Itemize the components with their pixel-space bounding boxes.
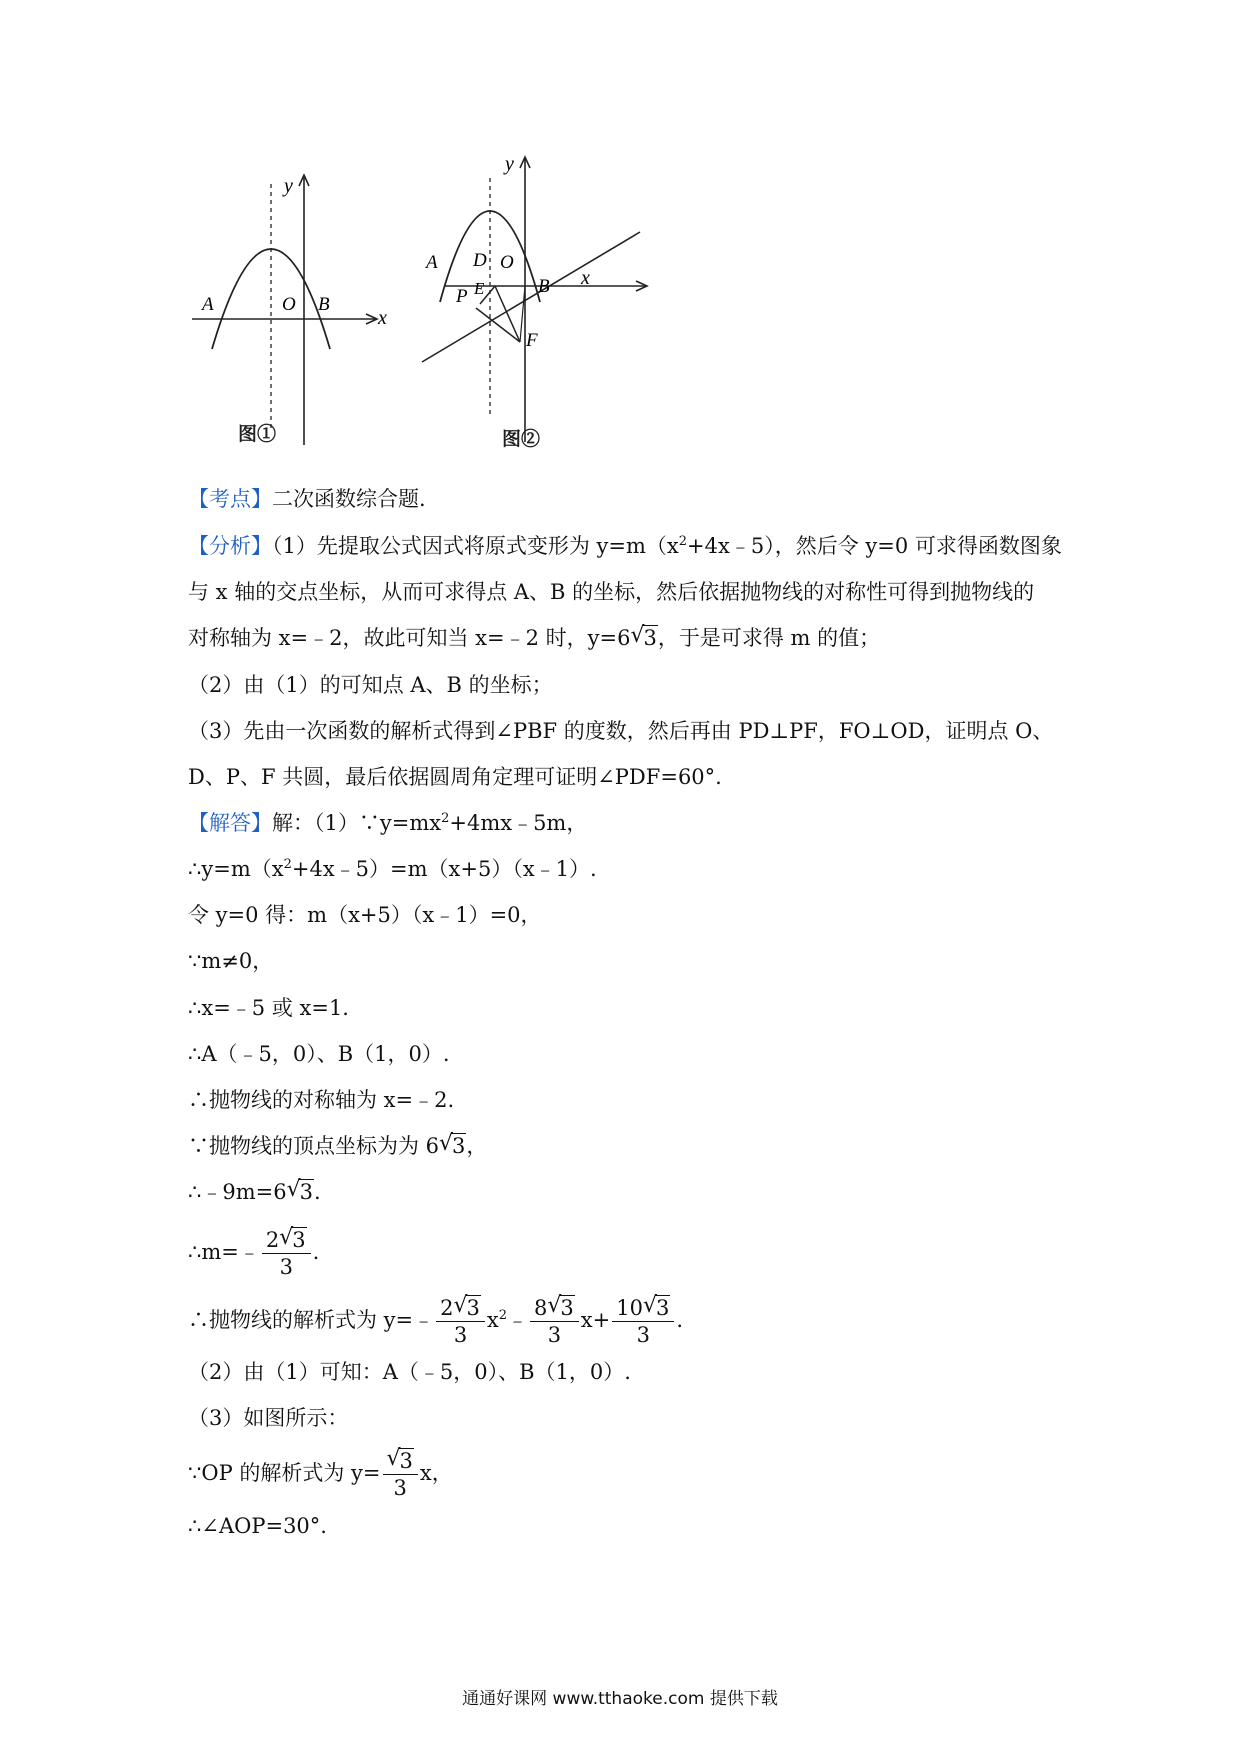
fenxi-line-6 bbox=[188, 762, 722, 792]
fig2-label-x: x bbox=[581, 267, 590, 289]
frac-den: 3 bbox=[453, 1323, 468, 1347]
fenxi-line-5 bbox=[188, 716, 1053, 746]
fig2-label-y: y bbox=[505, 153, 514, 175]
fenxi-text-6: D、P、F 共圆，最后依据圆周角定理可证明∠PDF=60°. bbox=[188, 765, 722, 789]
frac-num-radicand: 3 bbox=[655, 1296, 670, 1320]
fenxi-text-3b: ，于是可求得 m 的值； bbox=[657, 626, 881, 650]
frac-num-radicand: 3 bbox=[560, 1296, 574, 1320]
fraction bbox=[436, 1295, 485, 1348]
fraction bbox=[262, 1227, 311, 1280]
frac-den: 3 bbox=[393, 1476, 407, 1500]
jieda-text-10b: . bbox=[312, 1240, 320, 1264]
sqrt-symbol bbox=[279, 1227, 306, 1253]
jieda-line-10 bbox=[188, 1224, 319, 1280]
fig2-label-d: D bbox=[473, 250, 487, 271]
jieda-text-11e: . bbox=[676, 1308, 684, 1332]
fraction bbox=[530, 1295, 579, 1348]
figure-2-graph bbox=[426, 152, 680, 462]
jieda-text-14b: x， bbox=[419, 1461, 453, 1485]
jieda-tag: 【解答】 bbox=[188, 811, 272, 835]
jieda-sup-2: 2 bbox=[283, 857, 292, 872]
jieda-text-8b: ， bbox=[466, 1134, 488, 1158]
sqrt-symbol bbox=[439, 1131, 466, 1161]
jieda-sup-11: 2 bbox=[498, 1308, 508, 1323]
sqrt-symbol bbox=[630, 623, 657, 653]
figure-2-caption: 图② bbox=[502, 429, 541, 450]
kaodian-text: 二次函数综合题. bbox=[272, 487, 426, 511]
frac-num-radicand: 3 bbox=[466, 1296, 480, 1320]
jieda-text-11c: ﹣ bbox=[507, 1308, 529, 1332]
fig1-label-b: B bbox=[318, 294, 330, 315]
jieda-text-15: ∴∠AOP=30°. bbox=[188, 1514, 327, 1538]
jieda-text-2a: ∴y=m（x bbox=[188, 857, 284, 881]
jieda-line-5 bbox=[188, 993, 349, 1023]
jieda-text-11d: x+ bbox=[580, 1308, 611, 1332]
jieda-line-6 bbox=[188, 1039, 450, 1069]
jieda-line-9 bbox=[188, 1177, 321, 1207]
fenxi-line-4 bbox=[188, 670, 553, 700]
frac-num-radicand: 3 bbox=[399, 1449, 413, 1473]
jieda-line-4 bbox=[188, 946, 273, 976]
jieda-sup-1: 2 bbox=[441, 811, 450, 826]
fenxi-line-2 bbox=[188, 577, 1034, 607]
jieda-line-14 bbox=[188, 1445, 453, 1501]
fig2-label-b: B bbox=[538, 276, 550, 297]
jieda-line-12 bbox=[188, 1357, 631, 1387]
jieda-radicand-8: 3 bbox=[452, 1134, 466, 1158]
fig1-label-a: A bbox=[202, 294, 214, 315]
figure-2 bbox=[426, 152, 680, 462]
frac-num-coef: 10 bbox=[616, 1296, 643, 1320]
kaodian-tag: 【考点】 bbox=[188, 487, 272, 511]
jieda-text-6: ∴A（﹣5，0）、B（1，0）. bbox=[188, 1042, 450, 1066]
figure-1 bbox=[180, 170, 400, 460]
jieda-line-1 bbox=[188, 808, 587, 838]
jieda-line-7 bbox=[188, 1085, 454, 1115]
jieda-line-11 bbox=[188, 1292, 683, 1348]
fraction bbox=[612, 1295, 674, 1348]
fig1-label-x: x bbox=[378, 307, 387, 329]
jieda-text-13: （3）如图所示： bbox=[188, 1406, 349, 1430]
fenxi-radicand-3: 3 bbox=[643, 626, 657, 650]
page-footer: 通通好课网 www.tthaoke.com 提供下载 bbox=[462, 1689, 778, 1709]
sqrt-symbol bbox=[547, 1295, 574, 1321]
figure-1-graph bbox=[180, 170, 400, 460]
fig2-label-p: P bbox=[456, 286, 468, 307]
jieda-line-2 bbox=[188, 854, 597, 884]
fig2-label-o: O bbox=[500, 252, 514, 273]
fenxi-text-5: （3）先由一次函数的解析式得到∠PBF 的度数，然后再由 PD⊥PF，FO⊥OD，证明点 O、 bbox=[188, 719, 1054, 743]
fenxi-text-1b: +4x﹣5），然后令 y=0 可求得函数图象 bbox=[687, 534, 1062, 558]
jieda-text-7: ∴抛物线的对称轴为 x=﹣2. bbox=[188, 1088, 455, 1112]
frac-num-coef: 8 bbox=[534, 1296, 548, 1320]
sqrt-symbol bbox=[287, 1177, 314, 1207]
fraction bbox=[383, 1448, 418, 1501]
jieda-text-4: ∵m≠0， bbox=[188, 949, 274, 973]
jieda-text-14a: ∵OP 的解析式为 y= bbox=[188, 1461, 381, 1485]
jieda-text-9b: . bbox=[313, 1180, 321, 1204]
fenxi-text-2: 与 x 轴的交点坐标，从而可求得点 A、B 的坐标，然后依据抛物线的对称性可得到抛物线的 bbox=[188, 580, 1035, 604]
frac-num-coef: 2 bbox=[265, 1228, 280, 1252]
jieda-text-10a: ∴m=﹣ bbox=[188, 1240, 260, 1264]
fenxi-sup-1: 2 bbox=[678, 534, 688, 549]
jieda-line-8 bbox=[188, 1131, 487, 1161]
jieda-text-11b: x bbox=[486, 1308, 499, 1332]
kaodian-line bbox=[188, 484, 426, 514]
frac-num-coef: 2 bbox=[440, 1296, 454, 1320]
jieda-text-1b: +4mx﹣5m， bbox=[449, 811, 588, 835]
figure-1-caption: 图① bbox=[238, 424, 277, 445]
jieda-text-12: （2）由（1）可知：A（﹣5，0）、B（1，0）. bbox=[188, 1360, 631, 1384]
jieda-line-15 bbox=[188, 1511, 327, 1541]
fig2-label-a: A bbox=[426, 252, 438, 273]
fig1-label-y: y bbox=[284, 175, 293, 197]
jieda-text-5: ∴x=﹣5 或 x=1. bbox=[188, 996, 349, 1020]
jieda-text-3: 令 y=0 得：m（x+5）（x﹣1）=0， bbox=[188, 903, 542, 927]
sqrt-symbol bbox=[643, 1295, 670, 1321]
jieda-text-11a: ∴抛物线的解析式为 y=﹣ bbox=[188, 1308, 435, 1332]
jieda-radicand-9: 3 bbox=[299, 1180, 313, 1204]
fenxi-text-3a: 对称轴为 x=﹣2，故此可知当 x=﹣2 时，y=6 bbox=[188, 626, 631, 650]
fig2-label-e: E bbox=[474, 279, 485, 298]
jieda-text-1a: 解：（1）∵y=mx bbox=[272, 811, 442, 835]
jieda-text-8a: ∵抛物线的顶点坐标为为 6 bbox=[188, 1134, 440, 1158]
jieda-text-2b: +4x﹣5）=m（x+5）（x﹣1）. bbox=[291, 857, 597, 881]
frac-den: 3 bbox=[547, 1323, 562, 1347]
fenxi-line-3 bbox=[188, 623, 880, 653]
jieda-line-3 bbox=[188, 900, 542, 930]
fenxi-text-1a: （1）先提取公式因式将原式变形为 y=m（x bbox=[272, 534, 679, 558]
sqrt-symbol bbox=[454, 1295, 481, 1321]
frac-den: 3 bbox=[279, 1255, 293, 1279]
frac-num-radicand: 3 bbox=[292, 1228, 306, 1252]
jieda-line-13 bbox=[188, 1403, 348, 1433]
jieda-text-9a: ∴﹣9m=6 bbox=[188, 1180, 287, 1204]
frac-den: 3 bbox=[636, 1323, 650, 1347]
fenxi-tag: 【分析】 bbox=[188, 534, 272, 558]
fenxi-line-1 bbox=[188, 531, 1062, 561]
fig2-label-f: F bbox=[526, 330, 538, 351]
fig1-label-o: O bbox=[282, 294, 296, 315]
sqrt-symbol bbox=[387, 1448, 414, 1474]
fenxi-text-4: （2）由（1）的可知点 A、B 的坐标； bbox=[188, 673, 553, 697]
